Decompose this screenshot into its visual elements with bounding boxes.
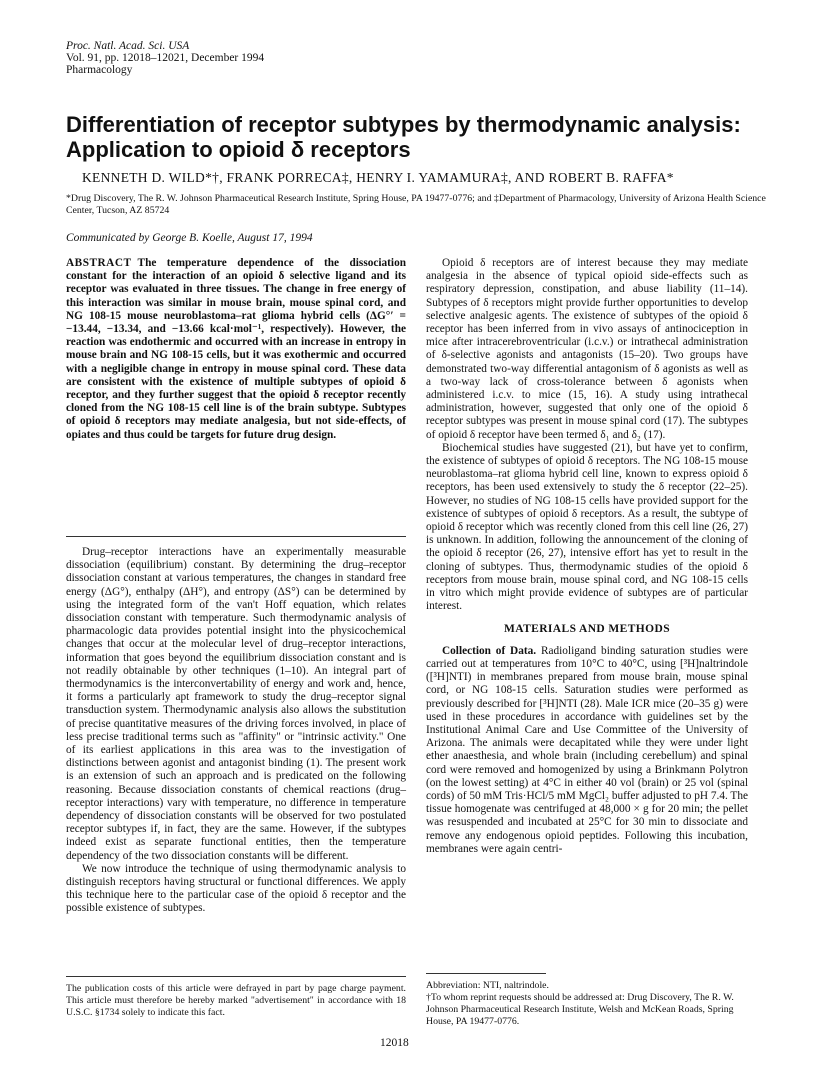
methods-paragraph: [426, 645, 748, 856]
intro-paragraph: We now introduce the technique of using thermodynamic analysis to distinguish receptors having structural or functional differences. We apply this technique here to the particular case of the opioid δ receptor and the possible existence of subtypes.: [66, 862, 406, 915]
journal-header: [66, 40, 264, 76]
footnotes: [426, 980, 748, 1028]
reprint-note: †To whom reprint requests should be addressed at: Drug Discovery, The R. W. Johnson Pharmaceutical Research Institute, Welsh and McKean Roads, Spring House, PA 19477-0776.: [426, 992, 734, 1027]
intro-paragraph: Drug–receptor interactions have an experimentally measurable dissociation (equilibrium) constant. By determining the drug–receptor dissociation constant at various temperatures, the changes in standard free energy (ΔG°), enthalpy (ΔH°), and entropy (ΔS°) can be determined by using the integrated form of the van't Hoff equation, which relates dissociation constant with temperature. Such thermodynamic analysis of pharmacologic data provides potential insight into the physicochemical changes that occur at the molecular level of drug–receptor interactions, information that goes beyond the equilibrium dissociation constant and is not readily obtainable by other techniques (1–10). An integral part of thermodynamics is the interconvertability of energy and work and, hence, it forms a particularly apt framework to study the drug–receptor signal transduction system. Thermodynamic analysis also allows the substitution of precise quantitative measures of the driving forces involved, in place of less precise traditional terms such as "affinity" or "intrinsic activity." One of its earliest applications in this area was to the investigation of distinctions between agonist and antagonist binding (1). The present work is an extension of such an approach and is predicated on the following reasoning. Because dissociation constants of chemical reactions (drug–receptor interactions) vary with temperature, no difference in temperature dependency of dissociation constants will be observed for two postulated receptor subtypes if, in fact, they are the same. However, if the subtypes indeed exist as separate functional entities, then the temperature dependency of the two dissociation constants will be different.: [66, 546, 406, 862]
affiliations: *Drug Discovery, The R. W. Johnson Pharmaceutical Research Institute, Spring House, PA 19477-0776; and ‡Department of Pharmacology, University of Arizona Health Science Center, Tucson, AZ 85724: [66, 193, 766, 216]
intro-paragraph: Opioid δ receptors are of interest because they may mediate analgesia in the absence of typical opioid side-effects such as respiratory depression, constipation, and abuse liability (11–14). Subtypes of δ receptors might provide further opportunities to develop selective analgesic agents. The existence of subtypes of the opioid δ receptor has been inferred from in vivo assays of antinociception in mice after intracerebroventricular (i.c.v.) or intrathecal administration of δ-selective agonists and antagonists (15–20). Two groups have demonstrated two-way differential antagonism of δ agonists as well as a two-way lack of cross-tolerance between δ agonists when administered i.c.v. to mice (15, 16). A study using intrathecal administration, however, suggested that only one of the opioid δ receptor subtypes was present in mouse spinal cord (17). The subtypes of opioid δ receptor have been termed δ₁ and δ₂ (17).: [426, 257, 748, 441]
abstract-divider: [66, 536, 406, 537]
intro-left-column: [66, 546, 406, 916]
journal-name: Proc. Natl. Acad. Sci. USA: [66, 40, 190, 52]
publication-cost-note: The publication costs of this article were defrayed in part by page charge payment. This article must therefore be hereby marked "advertisement" in accordance with 18 U.S.C. §1734 solely to indicate this fact.: [66, 983, 406, 1018]
abstract-label: ABSTRACT: [66, 257, 132, 269]
footnote-divider-left: [66, 976, 406, 977]
subsection-title: Collection of Data.: [442, 644, 537, 657]
author-list: KENNETH D. WILD*†, FRANK PORRECA‡, HENRY I. YAMAMURA‡, AND ROBERT B. RAFFA*: [82, 170, 674, 185]
footnote-divider-right: [426, 973, 546, 974]
intro-right-column: [426, 257, 748, 856]
journal-section: Pharmacology: [66, 64, 133, 76]
article-title: [66, 112, 766, 162]
methods-text: Radioligand binding saturation studies were carried out at temperatures from 10°C to 40°C, using [³H]naltrindole ([³H]NTI) in membranes prepared from mouse brain, mouse spinal cord, or NG 108-15 cells. Saturation studies were performed as previously described for [³H]NTI (28). Male ICR mice (20–35 g) were used in these procedures in accordance with guidelines set by the Institutional Animal Care and Use Committee of the University of Arizona. The animals were decapitated while they were under light ether anaesthesia, and whole brain (including cerebellum) and spinal cord were removed and homogenized by using a Brinkmann Polytron (on the lowest setting) at 4°C in either 40 vol (brain) or 25 vol (spinal cords) of 50 mM Tris·HCl/5 mM MgCl₂ buffer adjusted to pH 7.4. The tissue homogenate was centrifuged at 48,000 × g for 20 min; the pellet was resuspended and incubated at 25°C for 30 min to dissociate and remove any endogenous opioid peptides. Following this incubation, membranes were again centri-: [426, 644, 748, 855]
abbreviation-note: Abbreviation: NTI, naltrindole.: [426, 980, 549, 991]
abstract-text: The temperature dependence of the dissociation constant for the interaction of an opioid δ selective ligand and its receptor was evaluated in three tissues. The change in free energy of this interaction was similar in mouse brain, mouse spinal cord, and NG 108-15 mouse neuroblastoma–rat glioma hybrid cells (ΔG°′ = −13.44, −13.34, and −13.66 kcal·mol⁻¹, respectively). However, the reaction was endothermic and occurred with an increase in entropy in mouse brain and NG 108-15 cells, but it was exothermic and occurred with a negligible change in entropy in mouse spinal cord. These data are consistent with the existence of multiple subtypes of opioid δ receptor, and they further suggest that the opioid δ receptor recently cloned from the NG 108-15 cell line is of the brain subtype. Subtypes of opioid δ receptors may mediate analgesia, but not side-effects, of opiates and thus could be targets for future drug design.: [66, 257, 406, 441]
communicated-by: Communicated by George B. Koelle, August 17, 1994: [66, 232, 313, 244]
page-number: 12018: [380, 1037, 409, 1049]
abstract: [66, 257, 406, 442]
journal-volume: Vol. 91, pp. 12018–12021, December 1994: [66, 52, 265, 64]
title-line-1: Differentiation of receptor subtypes by thermodynamic analysis:: [66, 112, 741, 137]
section-heading: MATERIALS AND METHODS: [503, 623, 670, 636]
intro-paragraph: Biochemical studies have suggested (21), but have yet to confirm, the existence of subtypes of opioid δ receptors. The NG 108-15 mouse neuroblastoma–rat glioma hybrid cell line, known to express opioid δ receptors, has been used extensively to study the δ receptor (22–25). However, no studies of NG 108-15 cells have provided support for the existence of subtypes of opioid δ receptors. As a result, the subtype of opioid δ receptor which was recently cloned from this cell line (26, 27) is unknown. In addition, following the announcement of the cloning of the opioid δ receptor (26, 27), intensive effort has yet to result in the cloning of subtypes. Thus, thermodynamic studies of the opioid δ receptors from mouse brain, mouse spinal cord, and NG 108-15 cells in vitro which might provide evidence of subtypes are of particular interest.: [426, 441, 748, 613]
title-line-2: Application to opioid δ receptors: [66, 137, 411, 162]
